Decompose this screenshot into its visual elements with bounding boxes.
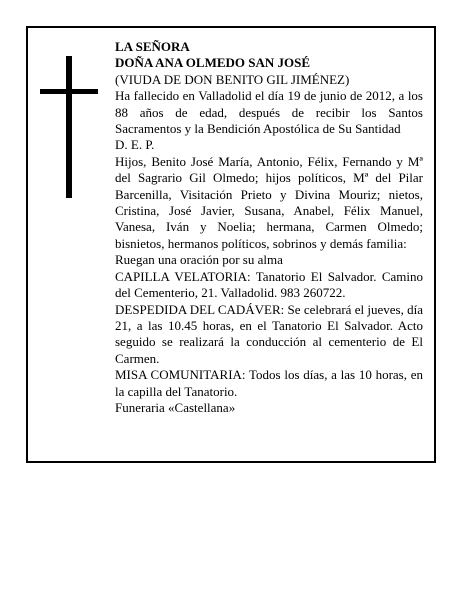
funeral-home: Funeraria «Castellana» [115, 399, 236, 415]
death-paragraph: Ha fallecido en Valladolid el día 19 de junio de 2012, a los 88 años de edad, después de recibir los Santos Sacramentos y la Bendición Apostólica de Su Santidad [115, 88, 423, 137]
rip-line: D. E. P. [115, 137, 155, 153]
widow-of-line: (VIUDA DE DON BENITO GIL JIMÉNEZ) [115, 71, 350, 87]
cross-vertical-bar [66, 56, 72, 198]
deceased-name: DOÑA ANA OLMEDO SAN JOSÉ [115, 55, 311, 71]
cross-icon [40, 56, 98, 198]
notice-title: LA SEÑORA [115, 39, 190, 54]
notice-text [115, 39, 423, 416]
farewell-info: DESPEDIDA DEL CADÁVER: Se celebrará el jueves, día 21, a las 10.45 horas, en el Tanatorio El Salvador. Acto seguido se realizará la conducción al cementerio de El Carmen. [115, 301, 423, 366]
prayer-request: Ruegan una oración por su alma [115, 252, 283, 268]
obituary-notice [26, 26, 436, 463]
mass-info: MISA COMUNITARIA: Todos los días, a las 10 horas, en la capilla del Tanatorio. [115, 367, 423, 399]
cross-horizontal-bar [40, 89, 98, 94]
family-paragraph: Hijos, Benito José María, Antonio, Félix, Fernando y Mª del Sagrario Gil Olmedo; hijos políticos, Mª del Pilar Barcenilla, Visitación Prieto y Divina Mouriz; nietos, Cristina, José Javier, Susana, Anabel, Félix Manuel, Vanesa, Iván y Noelia; hermana, Carmen Olmedo; bisnietos, hermanos políticos, sobrinos y demás familia: [115, 153, 423, 251]
chapel-info: CAPILLA VELATORIA: Tanatorio El Salvador. Camino del Cementerio, 21. Valladolid. 983 260722. [115, 268, 423, 301]
